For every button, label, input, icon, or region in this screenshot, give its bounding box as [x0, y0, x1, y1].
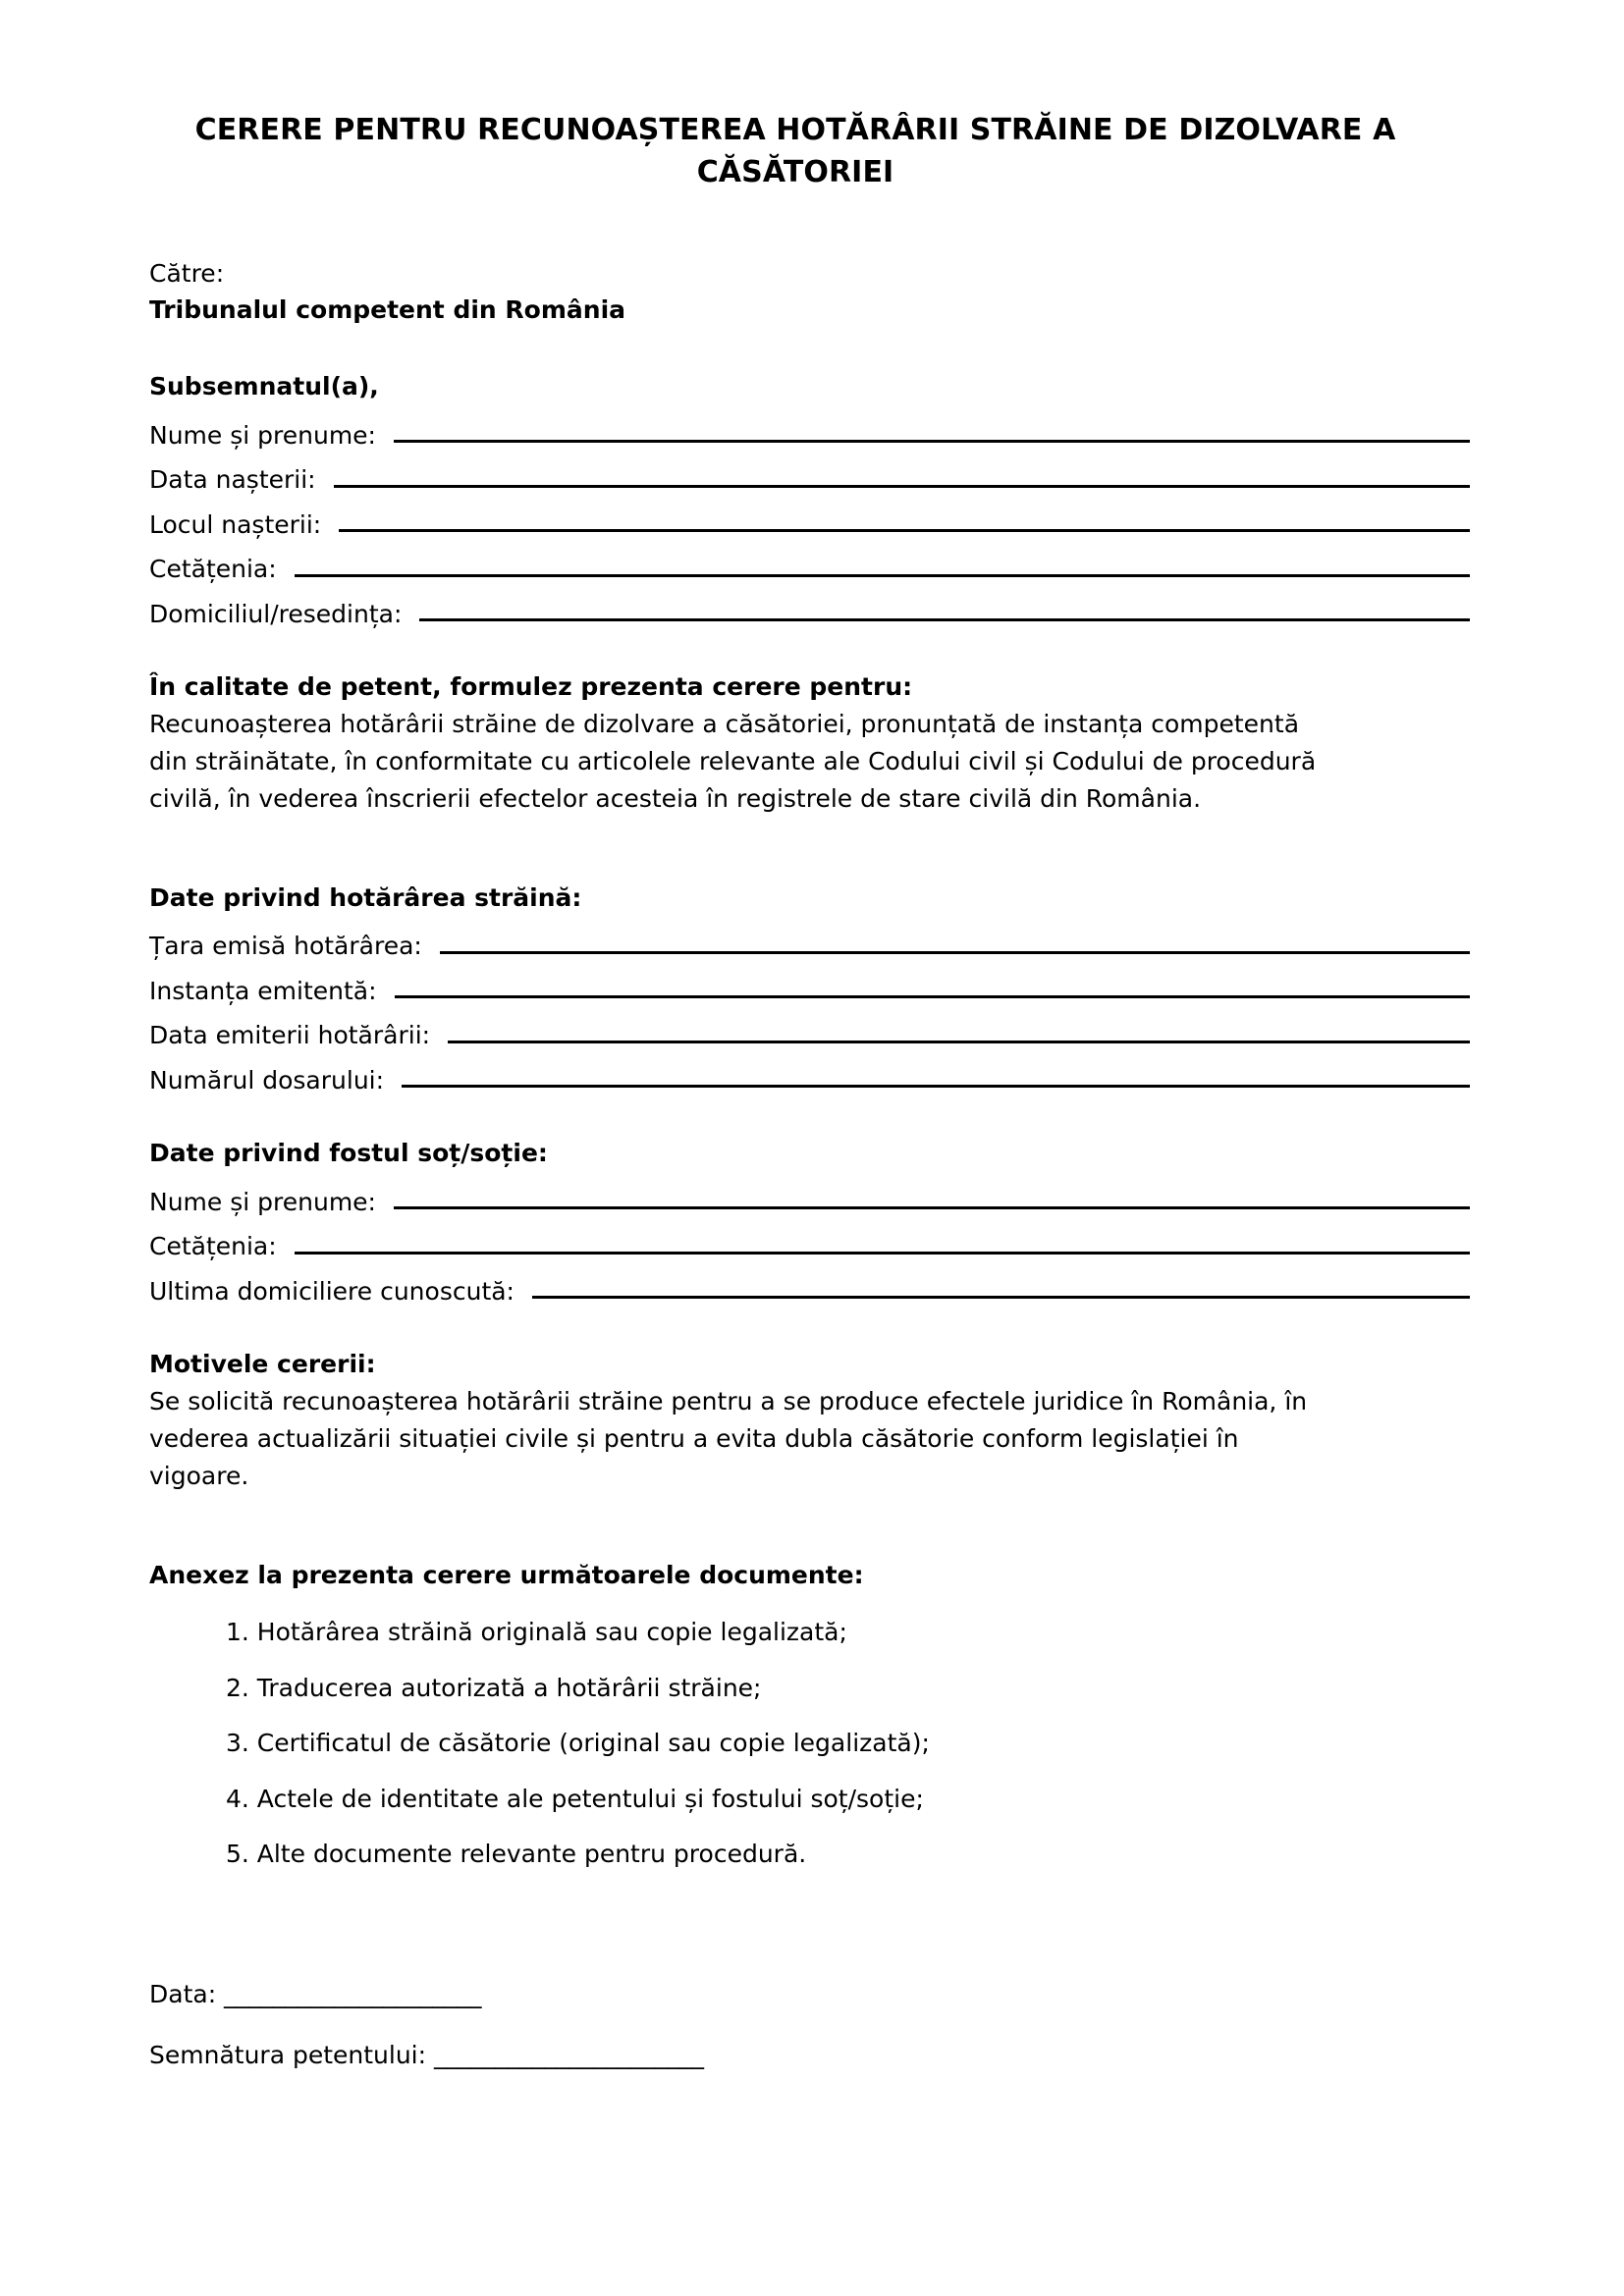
- spacer-after-former-spouse: [149, 1306, 1475, 1347]
- spacer-after-title: [149, 193, 1475, 256]
- spacer-after-applicant: [149, 628, 1475, 669]
- field-applicant-birth-place: [149, 510, 1470, 540]
- field-label: Țara emisă hotărârea:: [149, 932, 422, 961]
- addressee-court: Tribunalul competent din România: [149, 294, 626, 324]
- page-title-line-1: CERERE PENTRU RECUNOAȘTEREA HOTĂRÂRII STRĂINE DE DIZOLVARE: [194, 113, 1363, 147]
- field-input-rule[interactable]: [402, 1085, 1470, 1088]
- list-item: 5. Alte documente relevante pentru procedură.: [226, 1840, 807, 1869]
- reasons-heading: Motivele cererii:: [149, 1350, 376, 1379]
- field-label: Ultima domiciliere cunoscută:: [149, 1276, 514, 1306]
- spacer-after-foreign-decision: [149, 1095, 1475, 1136]
- field-input-rule[interactable]: [440, 951, 1470, 954]
- field-input-rule[interactable]: [394, 1206, 1470, 1209]
- field-spouse-last-residence: [149, 1277, 1470, 1307]
- former-spouse-heading: Date privind fostul soț/soție:: [149, 1139, 548, 1168]
- field-spouse-citizenship: [149, 1232, 1470, 1261]
- field-label: Instanța emitentă:: [149, 976, 377, 1005]
- annexes-list: [149, 1615, 1475, 1873]
- page-title-line-2: A CĂSĂTORIEI: [696, 113, 1396, 189]
- field-input-rule[interactable]: [448, 1041, 1470, 1043]
- annexes-heading: Anexez la prezenta cerere următoarele documente:: [149, 1560, 864, 1589]
- field-label: Numărul dosarului:: [149, 1065, 385, 1095]
- field-decision-date: [149, 1021, 1470, 1050]
- document-content: [149, 0, 1475, 2074]
- spacer-before-footer: [149, 1936, 1475, 1977]
- field-input-rule[interactable]: [339, 529, 1470, 532]
- field-input-rule[interactable]: [532, 1296, 1470, 1299]
- field-label: Nume și prenume:: [149, 420, 376, 450]
- reasons-body: Se solicită recunoașterea hotărârii străine pentru a se produce efectele juridice în România, în vederea actualizării situației civile și pentru a evita dubla căsătorie conform legislației în vigoare.: [149, 1386, 1308, 1490]
- field-label: Data emiterii hotărârii:: [149, 1021, 431, 1050]
- field-case-number: [149, 1066, 1470, 1095]
- field-issuing-court: [149, 977, 1470, 1006]
- field-input-rule[interactable]: [334, 485, 1470, 488]
- field-label: Domiciliul/resedința:: [149, 599, 403, 628]
- field-applicant-full-name: [149, 421, 1470, 451]
- list-item: 1. Hotărârea străină originală sau copie legalizată;: [226, 1618, 847, 1647]
- signature-field[interactable]: Semnătura petentului: ______________________: [149, 2041, 704, 2070]
- request-body: Recunoașterea hotărârii străine de dizolvare a căsătoriei, pronunțată de instanța competentă din străinătate, în conformitate cu articolele relevante ale Codului civil și Codului de procedură civilă, în vederea înscrierii efectelor acesteia în registrele de stare civilă din România.: [149, 709, 1317, 813]
- field-label: Data nașterii:: [149, 465, 316, 495]
- field-input-rule[interactable]: [295, 1252, 1470, 1255]
- field-input-rule[interactable]: [419, 618, 1470, 621]
- spacer-after-request: [149, 818, 1475, 881]
- spacer-after-reasons: [149, 1495, 1475, 1558]
- field-label: Locul nașterii:: [149, 509, 322, 539]
- spacer-after-addressee: [149, 328, 1475, 369]
- list-item: 2. Traducerea autorizată a hotărârii străine;: [226, 1673, 762, 1702]
- applicant-heading: Subsemnatul(a),: [149, 372, 379, 401]
- date-field[interactable]: Data: _____________________: [149, 1979, 482, 2008]
- field-spouse-full-name: [149, 1188, 1470, 1217]
- spacer-between-signature-lines: [149, 2012, 1475, 2038]
- field-input-rule[interactable]: [295, 574, 1470, 577]
- addressee-label: Către:: [149, 259, 225, 289]
- list-item: 4. Actele de identitate ale petentului și fostului soț/soție;: [226, 1784, 924, 1813]
- page-title: [149, 0, 1441, 193]
- foreign-decision-heading: Date privind hotărârea străină:: [149, 882, 582, 912]
- field-label: Cetățenia:: [149, 555, 277, 584]
- spacer-after-annexes: [149, 1873, 1475, 1936]
- field-label: Nume și prenume:: [149, 1187, 376, 1216]
- field-input-rule[interactable]: [394, 440, 1470, 443]
- field-applicant-birth-date: [149, 465, 1470, 495]
- field-applicant-citizenship: [149, 555, 1470, 584]
- request-heading: În calitate de petent, formulez prezenta cerere pentru:: [149, 672, 913, 702]
- field-label: Cetățenia:: [149, 1232, 277, 1261]
- field-applicant-residence: [149, 600, 1470, 629]
- field-issuing-country: [149, 932, 1470, 961]
- field-input-rule[interactable]: [395, 995, 1470, 998]
- list-item: 3. Certificatul de căsătorie (original sau copie legalizată);: [226, 1729, 930, 1758]
